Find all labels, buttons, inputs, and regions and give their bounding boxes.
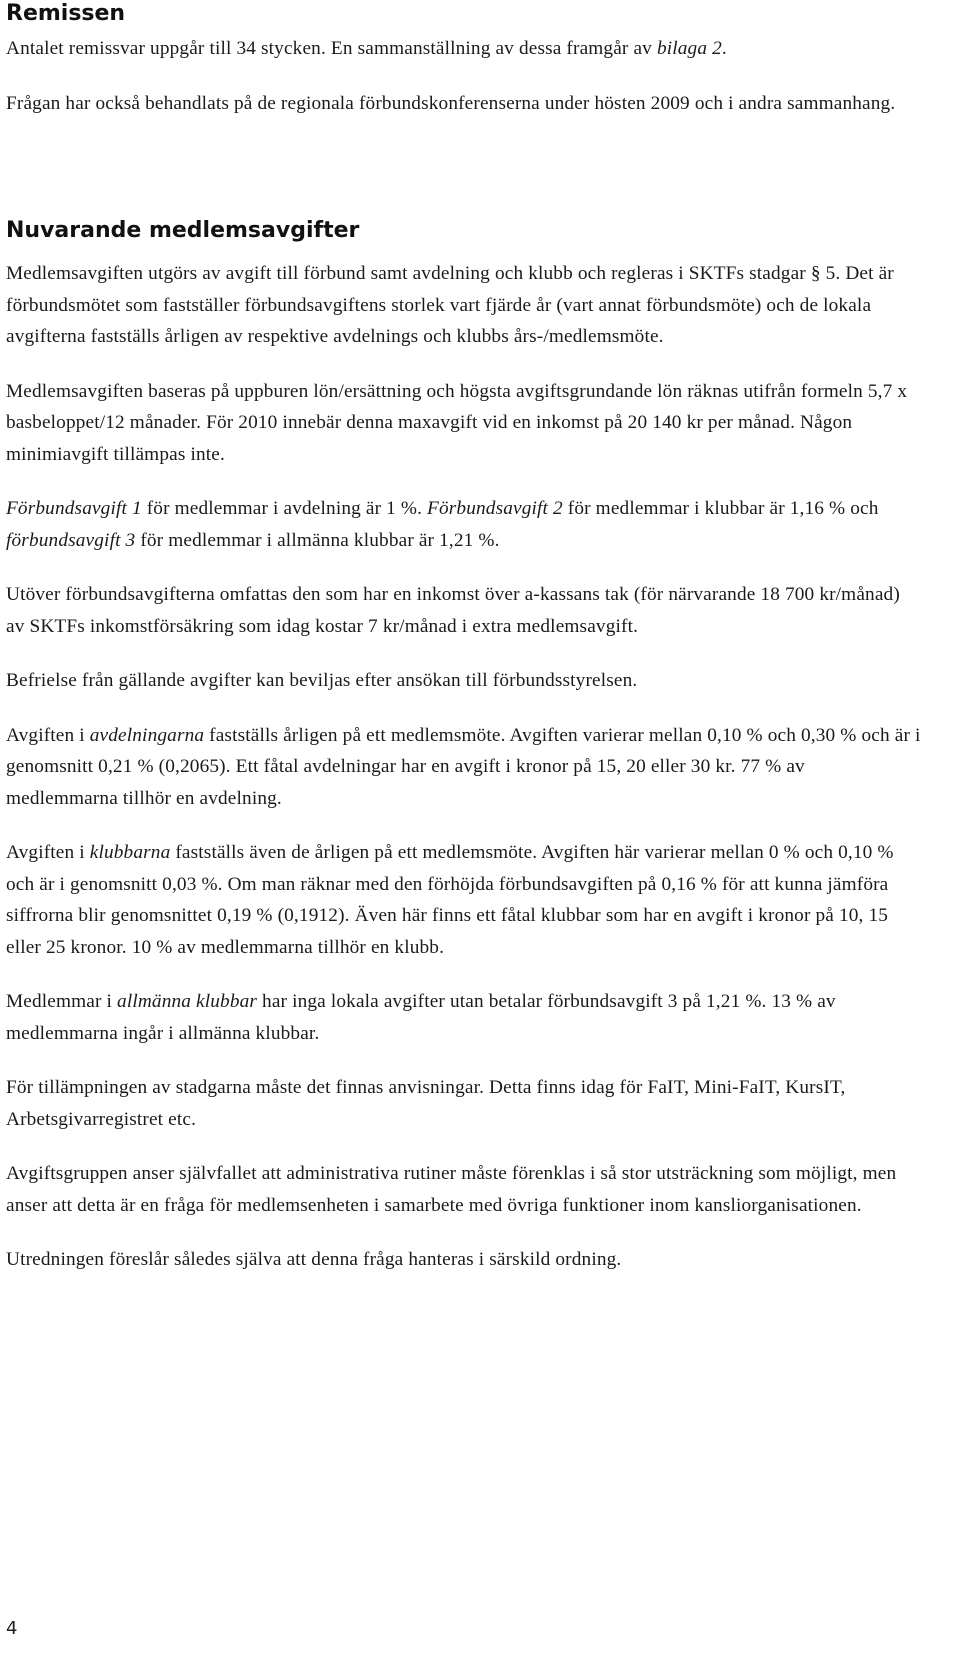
paragraph-anvisningar: För tillämpningen av stadgarna måste det finnas anvisningar. Detta finns idag för FaIT, Mini-FaIT, KursIT, Arbetsgivarregistret etc. (6, 1077, 846, 1130)
paragraph-allmanna-klubbar: Medlemmar i allmänna klubbar har inga lokala avgifter utan betalar förbundsavgift 3 på 1,21 %. 13 % av medlemmarna ingår i allmänna klubbar. (6, 991, 836, 1044)
paragraph-remissvar: Antalet remissvar uppgår till 34 stycken. En sammanställning av dessa framgår av bilaga 2. (6, 38, 727, 59)
paragraph-avdelningar: Avgiften i avdelningarna fastställs årligen på ett medlemsmöte. Avgiften varierar mellan 0,10 % och 0,30 % och är i genomsnitt 0,21 % (0,2065). Ett fåtal avdelningar har en avgift i kronor på 15, 20 eller 30 kr. 77 % av medlemmarna tillhör en avdelning. (6, 724, 921, 809)
section-heading-medlemsavgifter: Nuvarande medlemsavgifter (6, 218, 360, 243)
paragraph-forbundsavgifter: Förbundsavgift 1 för medlemmar i avdelning är 1 %. Förbundsavgift 2 för medlemmar i klubbar är 1,16 % och förbundsavgift 3 för medlemmar i allmänna klubbar är 1,21 %. (6, 498, 879, 551)
paragraph-inkomstforsakring: Utöver förbundsavgifterna omfattas den som har en inkomst över a-kassans tak (för närvarande 18 700 kr/månad) av SKTFs inkomstförsäkring som idag kostar 7 kr/månad i extra medlemsavgift. (6, 584, 900, 637)
paragraph-sarskild-ordning: Utredningen föreslår således själva att denna fråga hanteras i särskild ordning. (6, 1249, 622, 1270)
paragraph-befrielse: Befrielse från gällande avgifter kan beviljas efter ansökan till förbundsstyrelsen. (6, 670, 638, 691)
paragraph-avgiftsgrundande-lon: Medlemsavgiften baseras på uppburen lön/ersättning och högsta avgiftsgrundande lön räknas utifrån formeln 5,7 x basbeloppet/12 månader. För 2010 innebär denna maxavgift vid en inkomst på 20 140 kr per månad. Någon minimiavgift tillämpas inte. (6, 380, 908, 465)
document-page (6, 0, 921, 1276)
paragraph-administrativa-rutiner: Avgiftsgruppen anser självfallet att administrativa rutiner måste förenklas i så stor utsträckning som möjligt, men anser att detta är en fråga för medlemsenheten i samarbete med övriga funktioner inom kansliorganisationen. (6, 1163, 897, 1216)
paragraph-avgift-stadgar: Medlemsavgiften utgörs av avgift till förbund samt avdelning och klubb och regleras i SKTFs stadgar § 5. Det är förbundsmötet som fastställer förbundsavgiftens storlek vart fjärde år (vart annat förbundsmöte) och de lokala avgifterna fastställs årligen av respektive avdelnings och klubbs års-/medlemsmöte. (6, 263, 894, 347)
paragraph-klubbar: Avgiften i klubbarna fastställs även de årligen på ett medlemsmöte. Avgiften här varierar mellan 0 % och 0,10 % och är i genomsnitt 0,03 %. Om man räknar med den förhöjda förbundsavgiften på 0,16 % för att kunna jämföra siffrorna blir genomsnittet 0,19 % (0,1912). Även här finns ett fåtal klubbar som har en avgift i kronor på 10, 15 eller 25 kronor. 10 % av medlemmarna tillhör en klubb. (6, 842, 894, 958)
page-number: 4 (6, 1618, 18, 1639)
section-heading-remissen: Remissen (6, 1, 126, 26)
paragraph-konferenser: Frågan har också behandlats på de regionala förbundskonferenserna under hösten 2009 och i andra sammanhang. (6, 92, 896, 114)
